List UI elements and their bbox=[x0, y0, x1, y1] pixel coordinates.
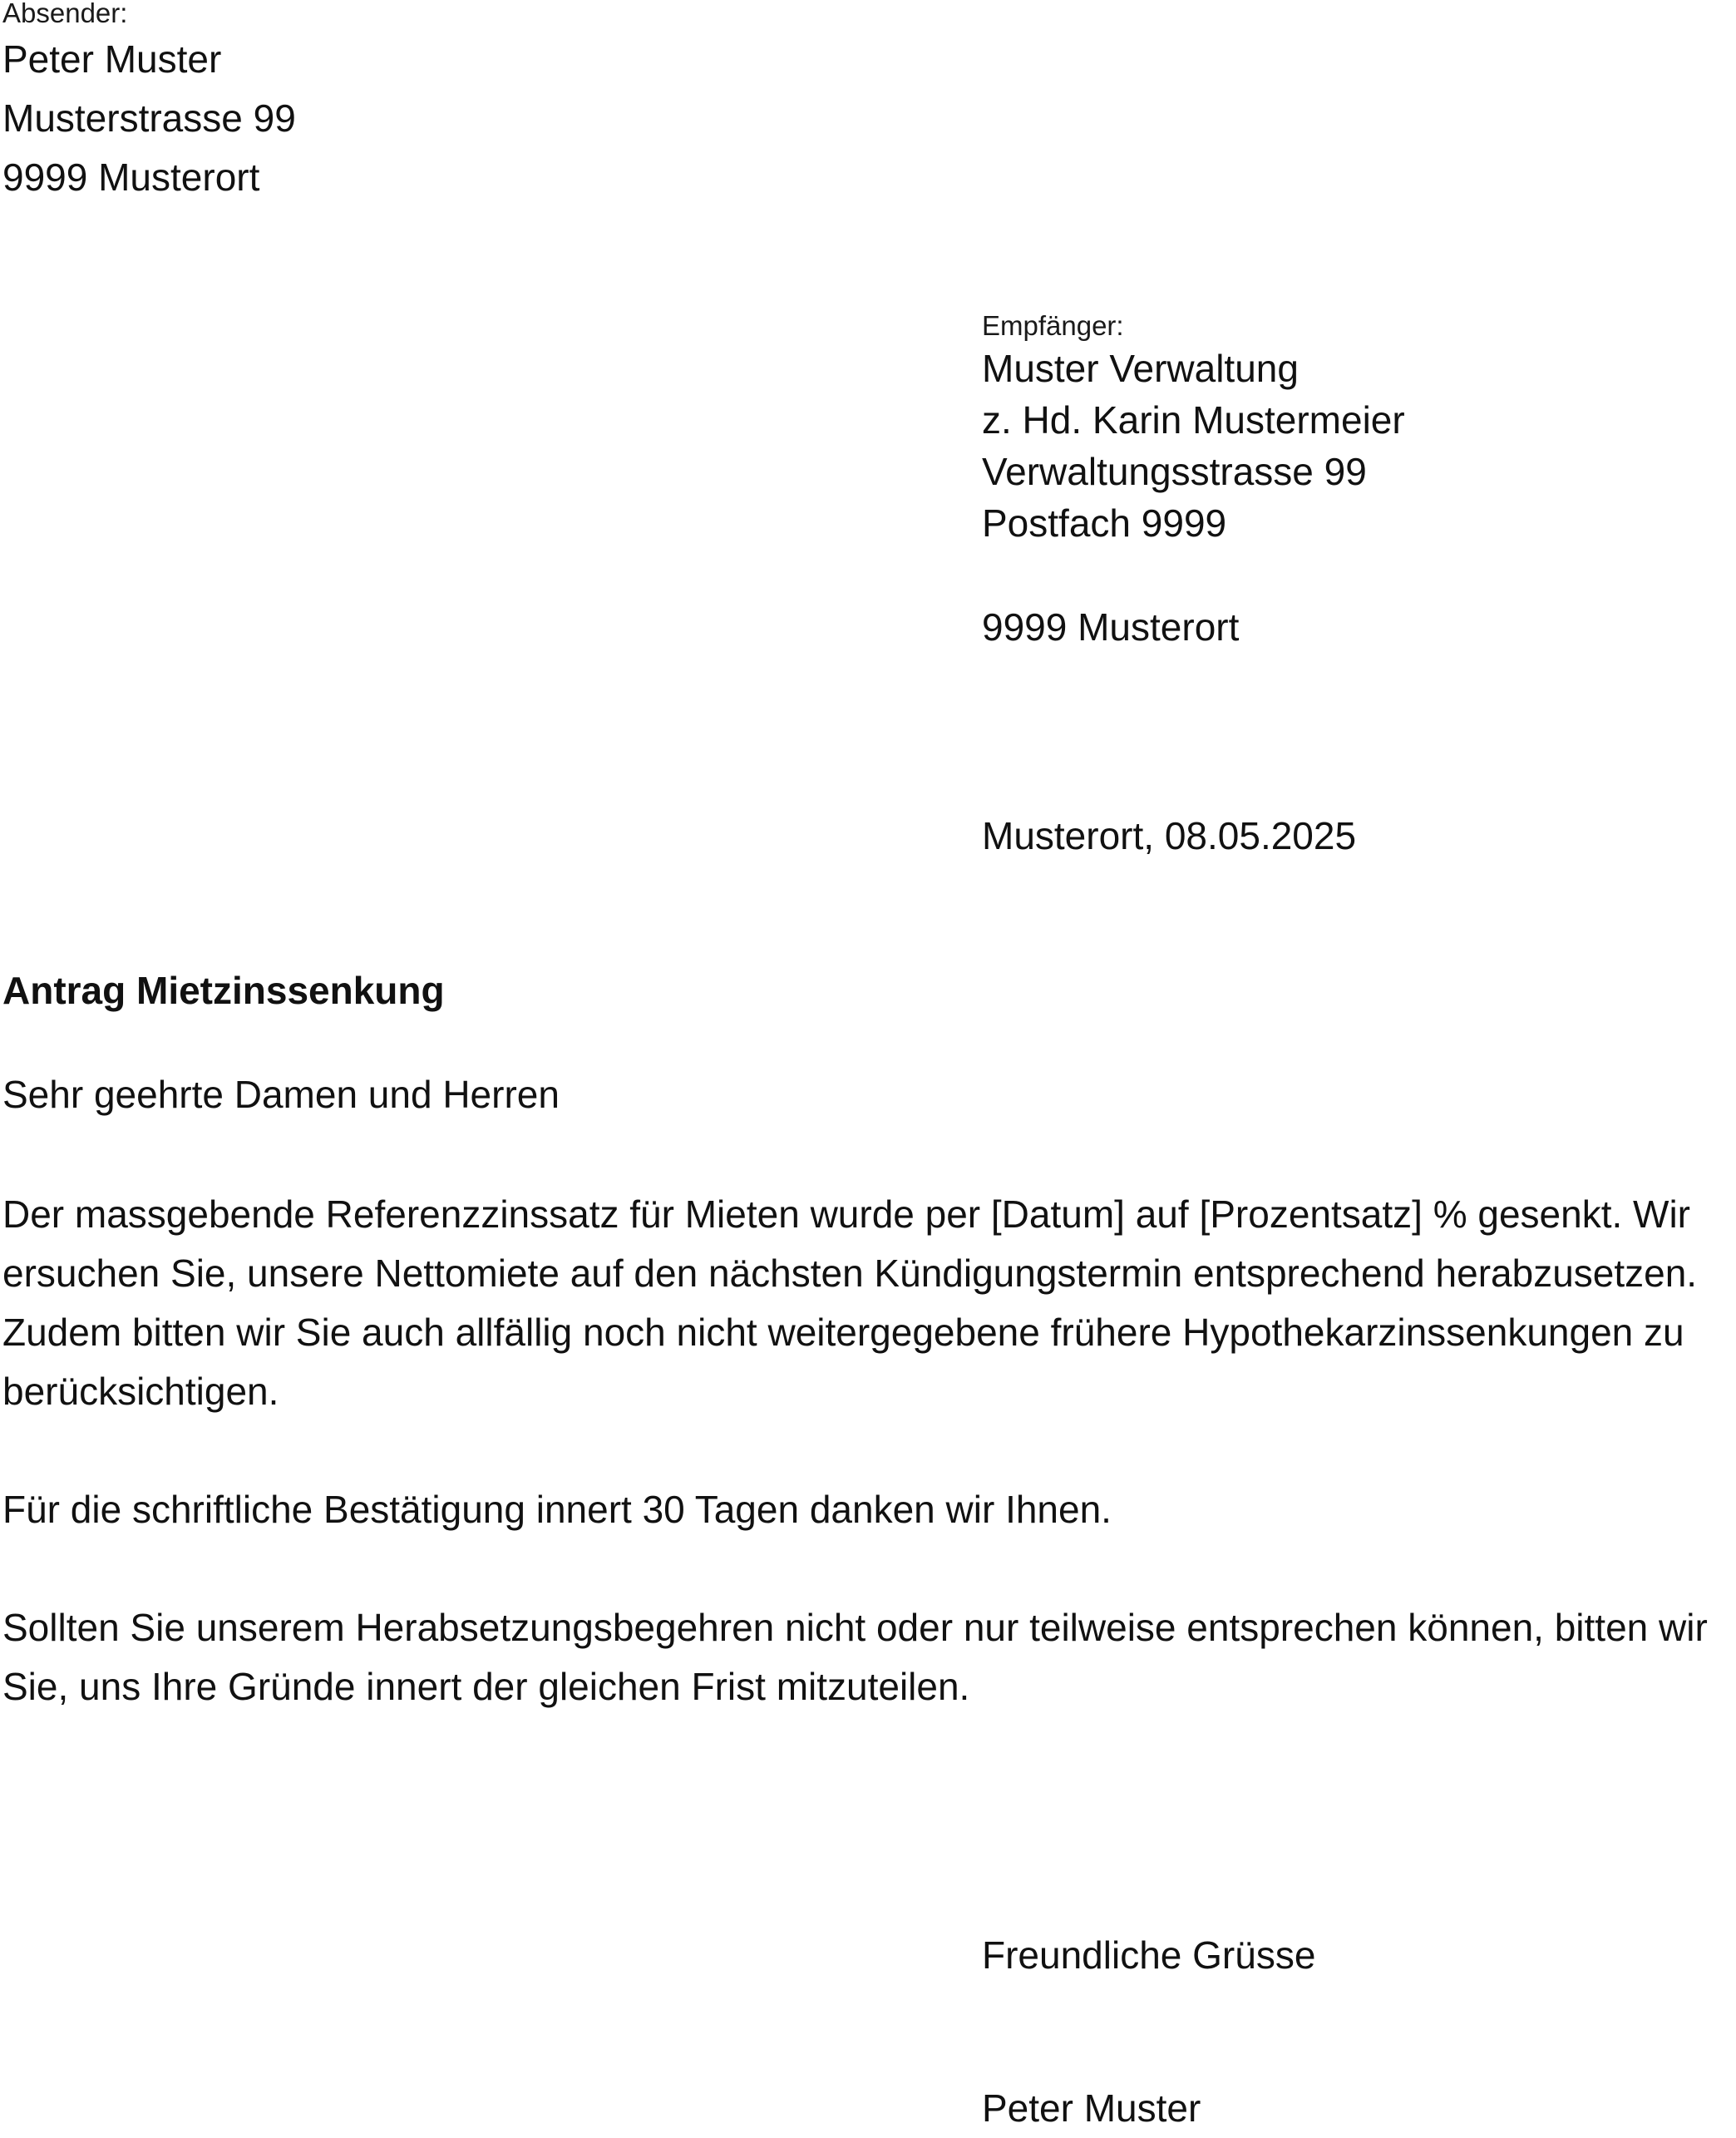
salutation: Sehr geehrte Damen und Herren bbox=[2, 1073, 560, 1116]
paragraph-line: Für die schriftliche Bestätigung innert 30 Tagen danken wir Ihnen. bbox=[2, 1488, 1112, 1531]
closing-phrase: Freundliche Grüsse bbox=[982, 1933, 1316, 1977]
sender-name: Peter Muster bbox=[2, 37, 222, 81]
paragraph-line: Der massgebende Referenzzinssatz für Mieten wurde per [Datum] auf [Prozentsatz] % gesenkt. Wir bbox=[2, 1192, 1690, 1236]
body-paragraph-3 bbox=[2, 1598, 1732, 1716]
recipient-po-box: Postfach 9999 bbox=[982, 501, 1227, 545]
recipient-spacer bbox=[982, 549, 1405, 601]
recipient-attention: z. Hd. Karin Mustermeier bbox=[982, 398, 1405, 442]
sender-label: Absender: bbox=[2, 0, 128, 28]
paragraph-line: Zudem bitten wir Sie auch allfällig noch nicht weitergegebene frühere Hypothekarzinssenkungen zu bbox=[2, 1311, 1684, 1354]
paragraph-line: ersuchen Sie, unsere Nettomiete auf den nächsten Kündigungstermin entsprechend herabzusetzen. bbox=[2, 1252, 1698, 1295]
body-paragraph-2 bbox=[2, 1480, 1732, 1539]
recipient-block bbox=[982, 309, 1405, 653]
recipient-label: Empfänger: bbox=[982, 310, 1124, 341]
paragraph-line: Sollten Sie unserem Herabsetzungsbegehren nicht oder nur teilweise entsprechen können, bitten wir bbox=[2, 1606, 1708, 1649]
date-line: Musterort, 08.05.2025 bbox=[982, 814, 1357, 857]
subject-heading: Antrag Mietzinssenkung bbox=[2, 969, 445, 1012]
recipient-city: 9999 Musterort bbox=[982, 605, 1240, 649]
recipient-company: Muster Verwaltung bbox=[982, 347, 1299, 390]
body-paragraph-1 bbox=[2, 1185, 1732, 1421]
paragraph-line: Sie, uns Ihre Gründe innert der gleichen Frist mitzuteilen. bbox=[2, 1665, 970, 1708]
recipient-street: Verwaltungsstrasse 99 bbox=[982, 450, 1367, 493]
sender-city: 9999 Musterort bbox=[2, 156, 260, 199]
signature-name: Peter Muster bbox=[982, 2086, 1201, 2130]
paragraph-line: berücksichtigen. bbox=[2, 1370, 279, 1413]
sender-block bbox=[2, 0, 296, 207]
sender-street: Musterstrasse 99 bbox=[2, 96, 296, 140]
